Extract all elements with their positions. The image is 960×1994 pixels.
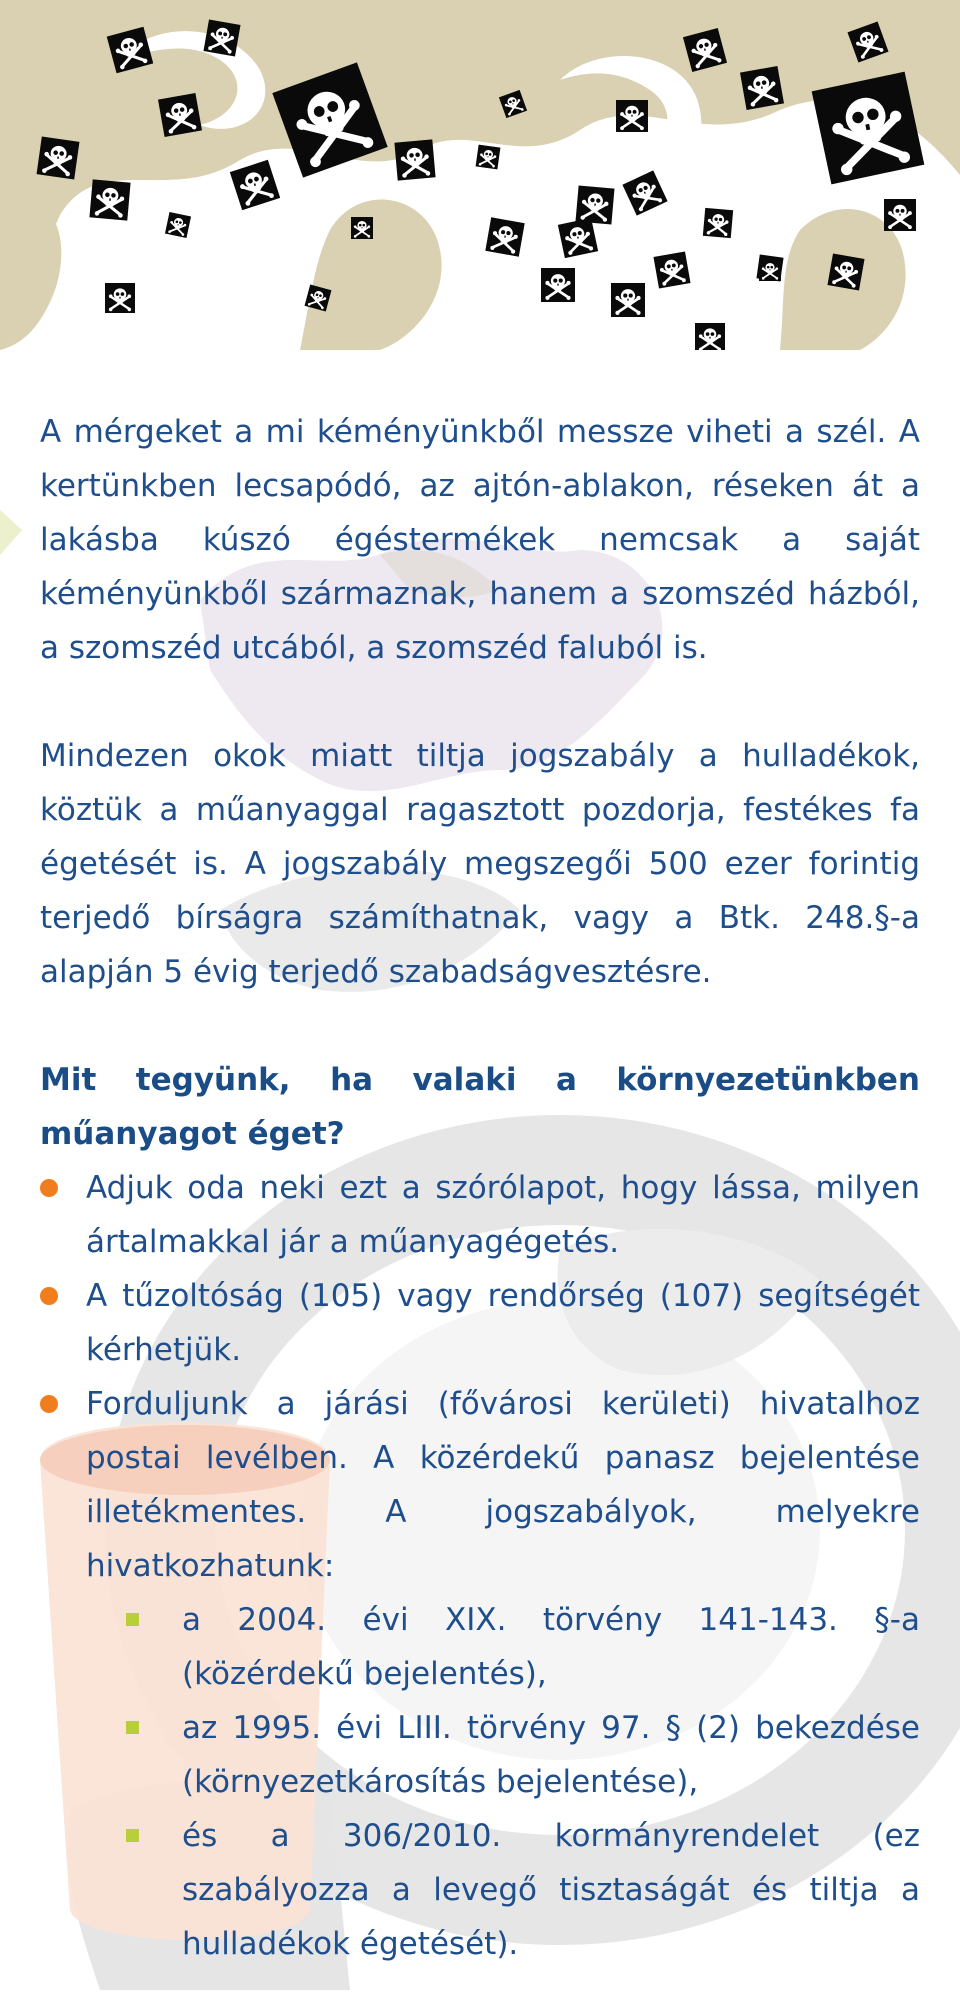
list-item	[40, 1269, 920, 1377]
banner-illustration	[0, 0, 960, 350]
sub-bullet-square-icon	[126, 1613, 139, 1626]
section-heading: Mit tegyünk, ha valaki a környezetünkben műanyagot éget?	[40, 1062, 920, 1152]
sub-bullet-square-icon	[126, 1829, 139, 1842]
list-item-text: Forduljunk a járási (fővárosi kerületi) hivatalhoz postai levélben. A közérdekű panasz bejelentése illetékmentes. A jogszabályok, melyekre hivatkozhatunk:	[86, 1386, 920, 1584]
list-item	[86, 1593, 920, 1701]
leaflet-body	[40, 405, 920, 1971]
sub-bullet-square-icon	[126, 1721, 139, 1734]
bullet-dot-icon	[40, 1179, 58, 1197]
action-list	[40, 1161, 920, 1971]
law-reference-list	[86, 1593, 920, 1971]
list-item	[40, 1377, 920, 1971]
list-item	[86, 1809, 920, 1971]
law-paragraph: Mindezen okok miatt tiltja jogszabály a hulladékok, köztük a műanyaggal ragasztott pozdorja, festékes fa égetését is. A jogszabály megszegői 500 ezer forintig terjedő bírságra számíthatnak, vagy a Btk. 248.§-a alapján 5 évig terjedő szabadságvesztésre.	[40, 738, 920, 990]
list-item	[86, 1701, 920, 1809]
list-item-text: és a 306/2010. kormányrendelet (ez szabályozza a levegő tisztaságát és tiltja a hulladékok égetését).	[182, 1818, 920, 1962]
list-item-text: Adjuk oda neki ezt a szórólapot, hogy lássa, milyen ártalmakkal jár a műanyagégetés.	[86, 1170, 920, 1260]
intro-paragraph: A mérgeket a mi kéményünkből messze viheti a szél. A kertünkben lecsapódó, az ajtón-ablakon, réseken át a lakásba kúszó égéstermékek nemcsak a saját kéményünkből származnak, hanem a szomszéd házból, a szomszéd utcából, a szomszéd faluból is.	[40, 414, 920, 666]
list-item-text: a 2004. évi XIX. törvény 141-143. §-a (közérdekű bejelentés),	[182, 1602, 920, 1692]
list-item-text: A tűzoltóság (105) vagy rendőrség (107) segítségét kérhetjük.	[86, 1278, 920, 1368]
list-item	[40, 1161, 920, 1269]
header-banner	[0, 0, 960, 350]
bullet-dot-icon	[40, 1287, 58, 1305]
bullet-dot-icon	[40, 1395, 58, 1413]
list-item-text: az 1995. évi LIII. törvény 97. § (2) bekezdése (környezetkárosítás bejelentése),	[182, 1710, 920, 1800]
